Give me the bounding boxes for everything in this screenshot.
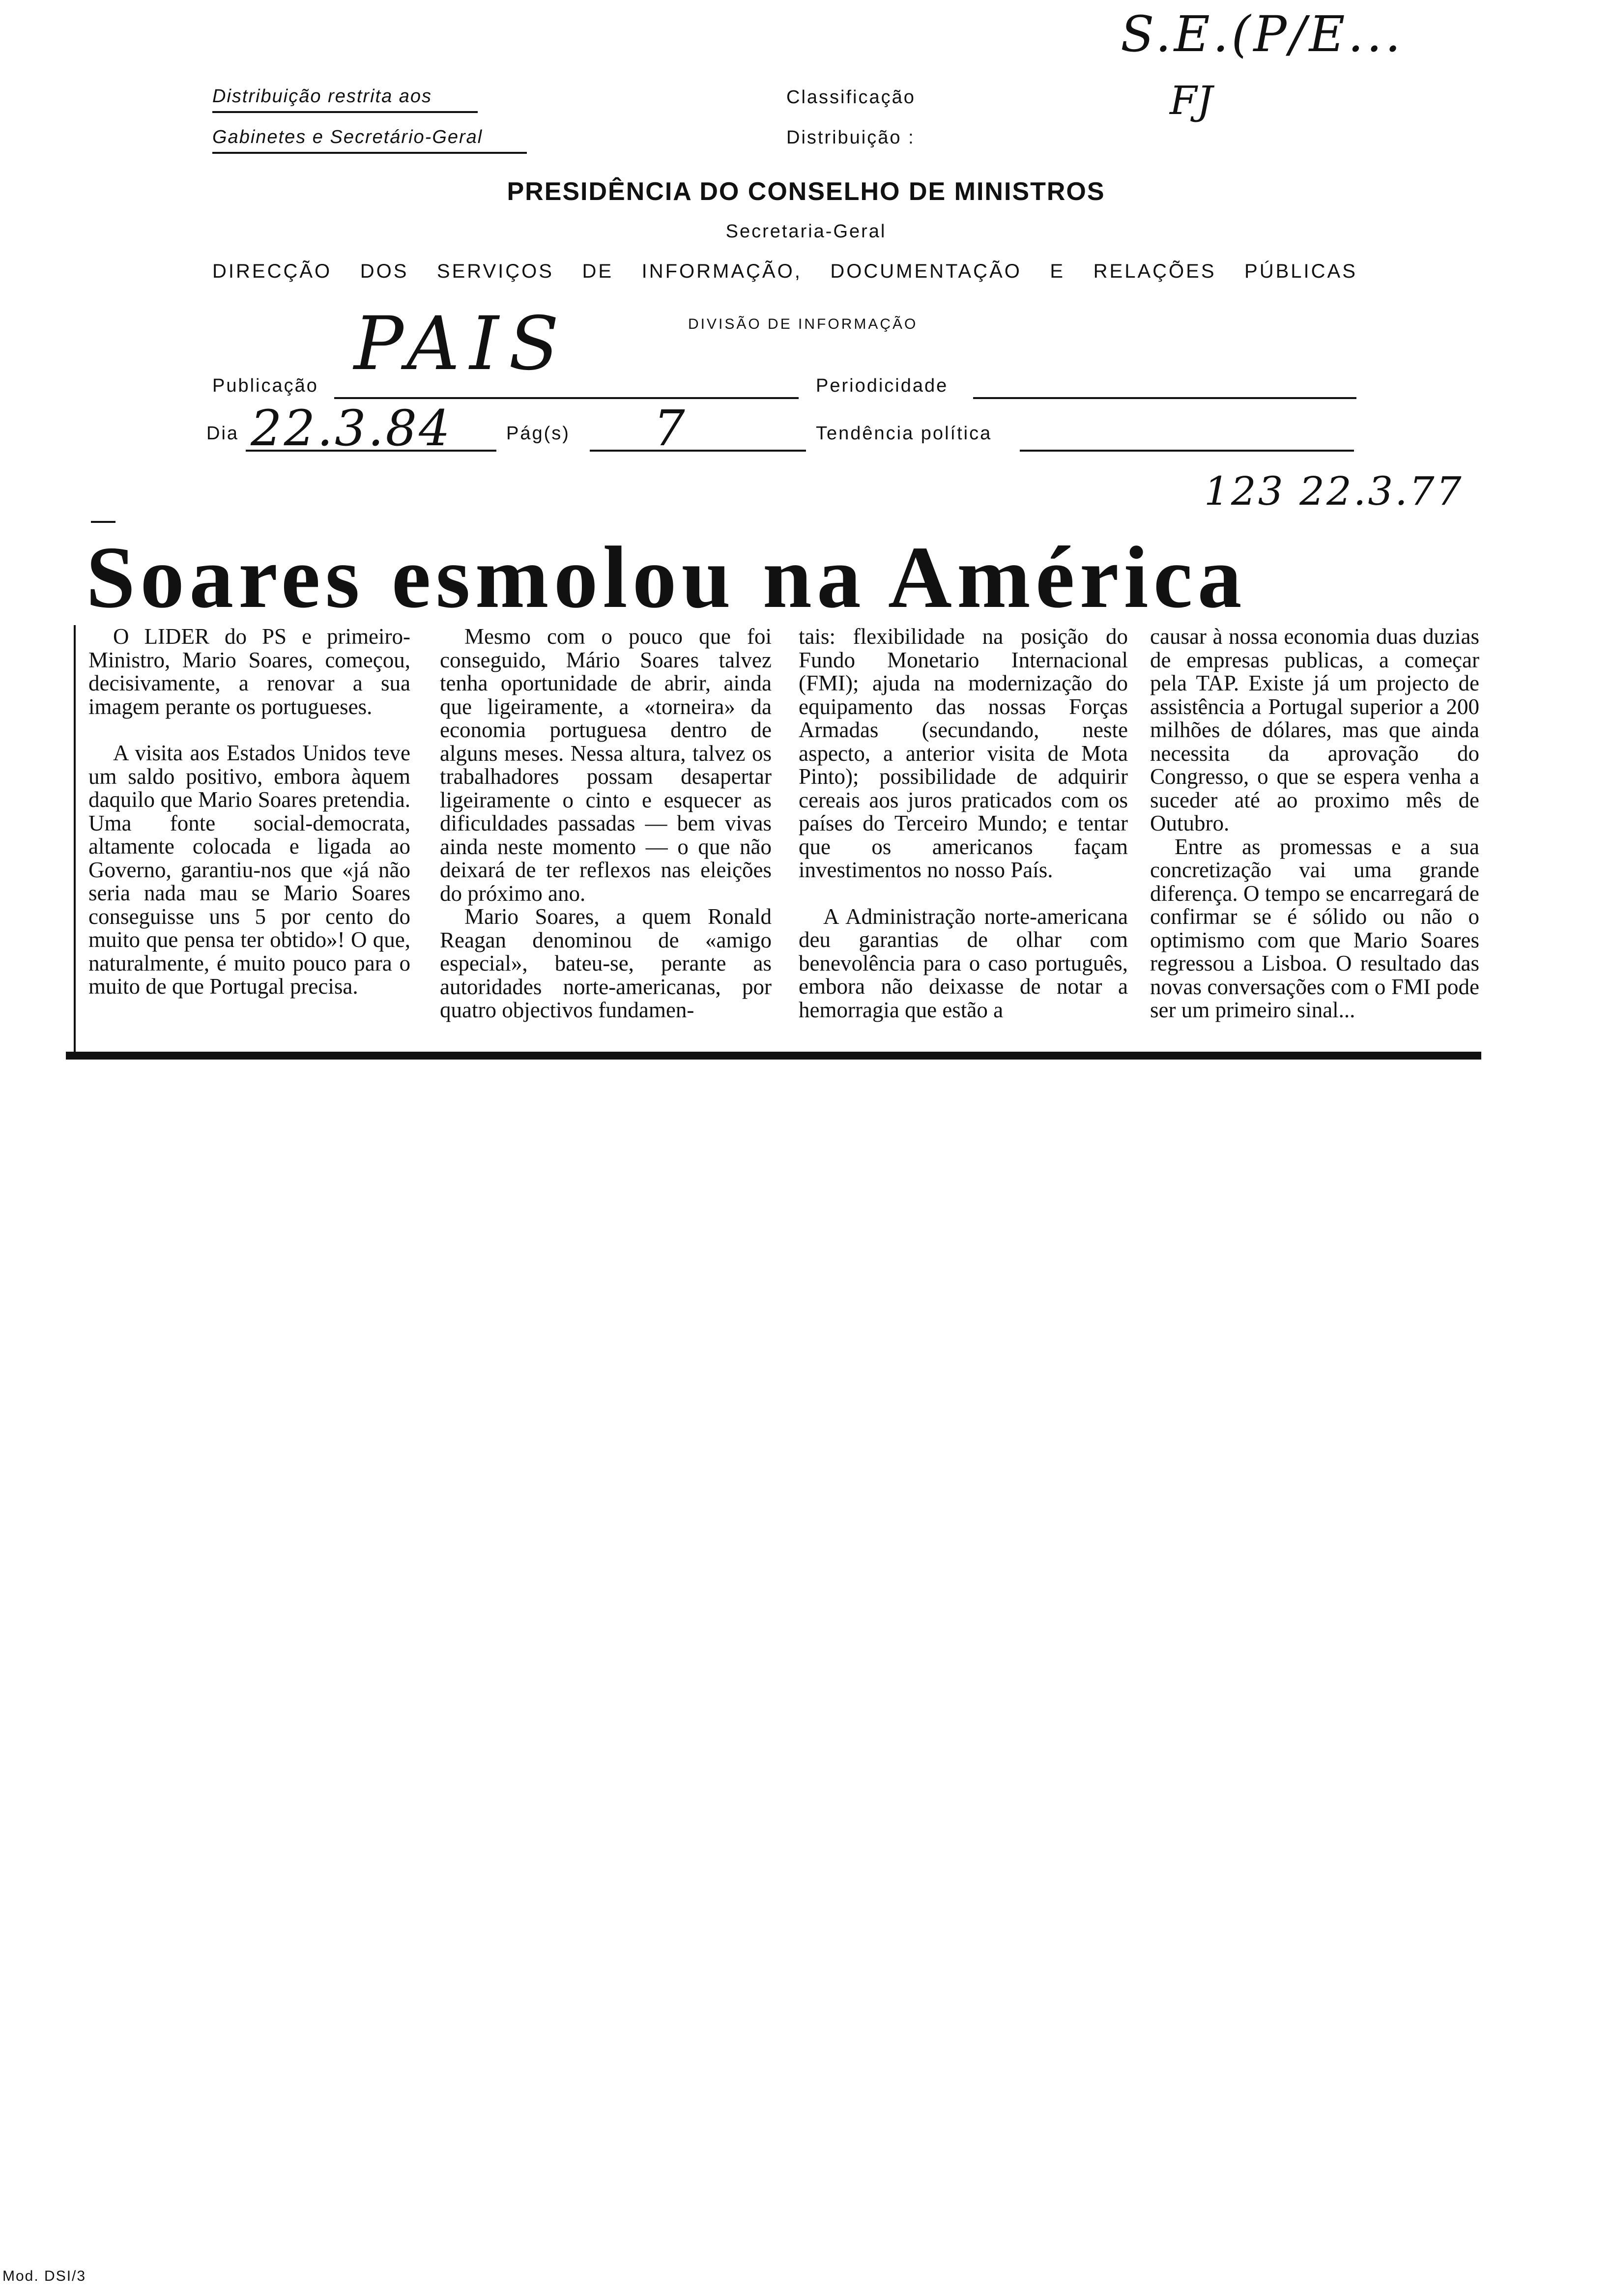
periodicity-label: Periodicidade <box>816 375 949 396</box>
paragraph: causar à nossa economia duas duzias de empresas publicas, a começar pela TAP. Existe já um projecto de assistência a Portugal superior a 200 milhões de dólares, mas que ainda necessita da aprovação do Congresso, o que se espera venha a suceder até ao proximo mês de Outubro. <box>1150 624 1479 835</box>
article-column-2 <box>440 625 772 1022</box>
distribution-label: Distribuição : <box>786 127 915 148</box>
tendency-label: Tendência política <box>816 423 992 444</box>
directorate-word: INFORMAÇÃO, <box>641 260 802 282</box>
paragraph: Entre as promessas e a sua concretização vai uma grande diferença. O tempo se encarregará de confirmar se é sólido ou não o optimismo com que Mario Soares regressou a Lisboa. O resultado das novas conversações com o FMI pode ser um primeiro sinal... <box>1150 834 1479 1022</box>
article-bottom-rule <box>66 1052 1481 1060</box>
distribution-restriction-line1: Distribuição restrita aos <box>212 86 478 113</box>
directorate-word: PÚBLICAS <box>1244 260 1357 282</box>
headline-dash <box>91 521 115 523</box>
tendency-field-line <box>1020 450 1354 452</box>
division-label: DIVISÃO DE INFORMAÇÃO <box>688 316 918 332</box>
directorate-word: DIRECÇÃO <box>212 260 332 282</box>
day-label: Dia <box>206 423 239 444</box>
classification-label: Classificação <box>786 87 916 108</box>
directorate-word: DOS <box>360 260 409 282</box>
publication-label: Publicação <box>212 375 318 396</box>
article-column-4 <box>1150 625 1479 1022</box>
handwritten-initials: FJ <box>1170 78 1213 123</box>
paragraph: tais: flexibilidade na posição do Fundo Monetario Internacional (FMI); ajuda na modernização do equipamento das nossas Forças Armadas (secundando, neste aspecto, a anterior visita de Mota Pinto); possibilidade de adquirir cereais aos juros praticados com os países do Terceiro Mundo; e tentar que os americanos façam investimentos no nosso País. <box>799 624 1128 882</box>
article-stamp: 123 22.3.77 <box>1204 468 1464 514</box>
paragraph: O LIDER do PS e primeiro-Ministro, Mario Soares, começou, decisivamente, a renovar a sua imagem perante os portugueses. <box>88 624 410 719</box>
publication-handwritten: PAIS <box>354 301 569 387</box>
article-column-3 <box>799 625 1128 1022</box>
margin-rule <box>74 625 76 1053</box>
directorate-word: DOCUMENTAÇÃO <box>830 260 1022 282</box>
office-title: PRESIDÊNCIA DO CONSELHO DE MINISTROS <box>507 177 1105 206</box>
directorate-word: RELAÇÕES <box>1093 260 1216 282</box>
paragraph: Mario Soares, a quem Ronald Reagan denominou de «amigo especial», bateu-se, perante as autoridades norte-americanas, por quatro objectivos fundamen- <box>440 904 772 1022</box>
office-subtitle: Secretaria-Geral <box>725 221 887 242</box>
handwritten-note: S.E.(P/E... <box>1121 5 1404 63</box>
directorate-word: DE <box>582 260 614 282</box>
directorate-line <box>212 260 1357 283</box>
paragraph: Mesmo com o pouco que foi conseguido, Mário Soares talvez tenha oportunidade de abrir, ainda que ligeiramente, a «torneira» da economia portuguesa dentro de alguns meses. Nessa altura, talvez os trabalhadores possam desapertar ligeiramente o cinto e esquecer as dificuldades passadas — bem vivas ainda neste momento — o que não deixará de ter reflexos nas eleições do próximo ano. <box>440 624 772 906</box>
pages-field-line <box>590 450 806 452</box>
paragraph: A visita aos Estados Unidos teve um saldo positivo, embora àquem daquilo que Mario Soares pretendia. Uma fonte social-democrata, altamente colocada e ligada ao Governo, garantiu-nos que «já não seria nada mau se Mario Soares conseguisse uns 5 por cento do muito que pensa ter obtido»! O que, naturalmente, é muito pouco para o muito de que Portugal precisa. <box>88 741 410 999</box>
article-headline: Soares esmolou na América <box>86 528 1247 626</box>
publication-field-line <box>334 397 799 399</box>
day-handwritten: 22.3.84 <box>251 400 452 457</box>
periodicity-field-line <box>973 397 1356 399</box>
pages-label: Pág(s) <box>506 423 570 444</box>
form-code: Mod. DSI/3 <box>2 2268 86 2284</box>
article-column-1 <box>88 625 410 999</box>
paragraph: A Administração norte-americana deu garantias de olhar com benevolência para o caso português, embora não deixasse de notar a hemorragia que estão a <box>799 904 1128 1022</box>
pages-handwritten: 7 <box>654 400 685 457</box>
directorate-word: E <box>1050 260 1065 282</box>
directorate-word: SERVIÇOS <box>436 260 554 282</box>
distribution-restriction-line2: Gabinetes e Secretário-Geral <box>212 127 527 154</box>
